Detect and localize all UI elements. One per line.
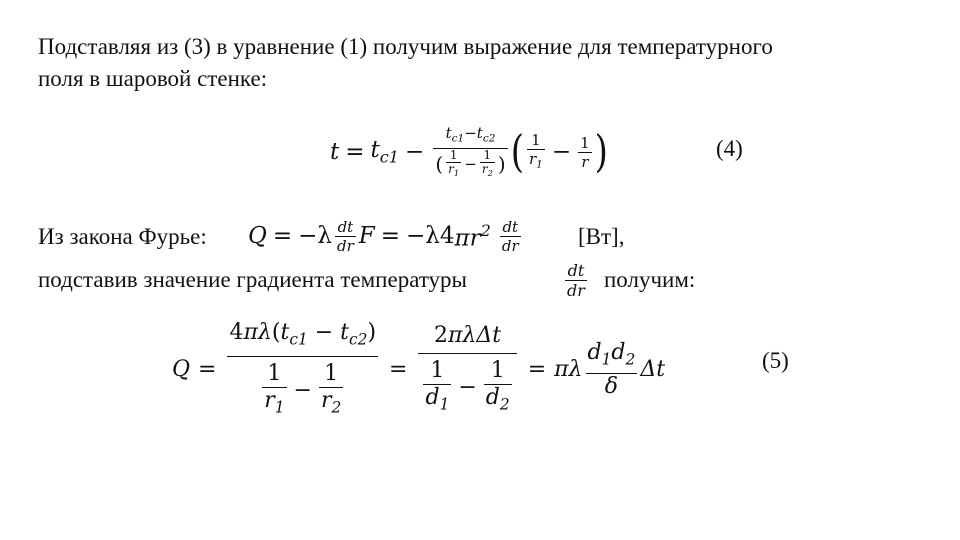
fourier-equation: Q = −λ $\frac{dt}{dr}$ F = −λ4 $\pi r^2$ $\frac{dt}{dr}$ [248,217,519,255]
eq5-fraction-3: $\frac{d_1d_2}{\delta}$ [587,340,636,399]
intro-line-2: поля в шаровой стенке: [38,66,268,91]
eq5-fraction-2: 2πλΔt $\frac{1}{d_1}$ − $\frac{1}{d_2}$ [418,323,516,417]
equation-5: Q = $4\pi\lambda(t_{c1} - t_{c2})$ $\frac{1}{r_1}$ − $\frac{1}{r_2}$ = 2πλΔt $\frac{1}{d_1}$ − $\frac{1}{d_2}$ = πλ $\frac{d_1d_2}{\delta}$ Δt [172,320,665,420]
gradient-fraction: $\frac{dt}{dr}$ [567,260,585,300]
eq4-main-fraction: $t_{c1}-t_{c2}$ ( $\frac{1}{r_1}$ − $\frac{1}{r_2}$ ) [435,124,506,178]
fourier-prefix: Из закона Фурье: [38,224,207,249]
gradient-prefix: подставив значение градиента температуры [38,267,468,292]
eq4-number: (4) [716,136,743,161]
gradient-suffix: получим: [604,267,696,292]
intro-line-1: Подставляя из (3) в уравнение (1) получим выражение для температурного [38,34,773,59]
eq5-number: (5) [762,348,789,373]
eq4-frac-1-r1: $\frac{1}{r_1}$ [528,130,543,171]
eq5-fraction-1: $4\pi\lambda(t_{c1} - t_{c2})$ $\frac{1}{r_1}$ − $\frac{1}{r_2}$ [229,319,377,417]
fourier-units: [Вт], [578,224,625,249]
eq4-t: t [330,139,340,165]
eq4-frac-1-r: $\frac{1}{r}$ [580,133,590,171]
equation-4: t = $t_{c1}$ − $t_{c1}-t_{c2}$ ( $\frac{1}{r_1}$ − $\frac{1}{r_2}$ ) ( $\frac{1}{r_1}$ − $\frac{1}{r}$ ) [330,124,608,178]
